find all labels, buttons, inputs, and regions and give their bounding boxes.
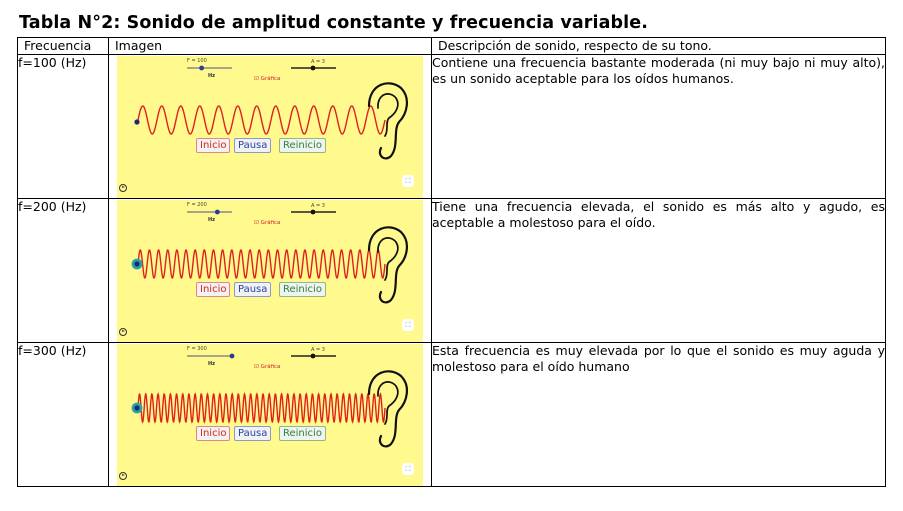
frequency-value: F = 300 — [187, 346, 207, 352]
sound-applet[interactable] — [117, 56, 423, 198]
fullscreen-icon[interactable]: ⛶ — [402, 319, 414, 331]
reinicio-button[interactable]: Reinicio — [279, 426, 326, 441]
frequency-slider-handle[interactable] — [230, 354, 235, 359]
grafica-checkbox[interactable]: ☑ Gráfica — [254, 220, 281, 226]
play-icon[interactable] — [119, 472, 127, 480]
hz-unit: Hz — [208, 361, 216, 367]
table-title: Tabla N°2: Sonido de amplitud constante y frecuencia variable. — [19, 13, 648, 33]
freq-cell: f=200 (Hz) — [18, 199, 109, 343]
image-cell — [109, 343, 432, 487]
amplitude-slider-handle[interactable] — [311, 354, 316, 359]
hz-unit: Hz — [208, 73, 216, 79]
inicio-button[interactable]: Inicio — [196, 282, 230, 297]
frequency-slider-handle[interactable] — [215, 210, 220, 215]
freq-cell: f=100 (Hz) — [18, 55, 109, 199]
ear-inner — [378, 94, 398, 136]
pausa-button[interactable]: Pausa — [234, 282, 271, 297]
reinicio-button[interactable]: Reinicio — [279, 138, 326, 153]
table-row — [18, 55, 886, 199]
sound-applet[interactable] — [117, 344, 423, 486]
fullscreen-icon[interactable]: ⛶ — [402, 463, 414, 475]
description-cell: Tiene una frecuencia elevada, el sonido es más alto y agudo, es aceptable a molestoso para el oído. — [432, 199, 886, 343]
sound-wave — [138, 394, 385, 422]
reinicio-button[interactable]: Reinicio — [279, 282, 326, 297]
description-cell: Contiene una frecuencia bastante moderada (ni muy bajo ni muy alto), es un sonido aceptable para los oídos humanos. — [432, 55, 886, 199]
description-cell: Esta frecuencia es muy elevada por lo que el sonido es muy aguda y molestoso para el oído humano — [432, 343, 886, 487]
pausa-button[interactable]: Pausa — [234, 138, 271, 153]
source-point[interactable] — [134, 119, 139, 124]
pausa-button[interactable]: Pausa — [234, 426, 271, 441]
image-cell — [109, 55, 432, 199]
freq-cell: f=300 (Hz) — [18, 343, 109, 487]
source-point[interactable] — [134, 261, 139, 266]
table-row — [18, 343, 886, 487]
header-row — [18, 38, 886, 55]
amplitude-value: A = 3 — [311, 203, 325, 209]
sound-wave — [138, 106, 385, 134]
source-point[interactable] — [134, 405, 139, 410]
header-frecuencia: Frecuencia — [18, 38, 109, 55]
fullscreen-icon[interactable]: ⛶ — [402, 175, 414, 187]
amplitude-value: A = 3 — [311, 59, 325, 65]
frequency-value: F = 100 — [187, 58, 207, 64]
play-icon[interactable] — [119, 328, 127, 336]
sound-applet[interactable] — [117, 200, 423, 342]
amplitude-slider-handle[interactable] — [311, 66, 316, 71]
play-icon[interactable] — [119, 184, 127, 192]
sound-table — [17, 37, 886, 487]
grafica-checkbox[interactable]: ☑ Gráfica — [254, 364, 281, 370]
inicio-button[interactable]: Inicio — [196, 138, 230, 153]
sound-wave — [138, 250, 385, 278]
image-cell — [109, 199, 432, 343]
header-imagen: Imagen — [109, 38, 432, 55]
frequency-slider-handle[interactable] — [199, 66, 204, 71]
grafica-checkbox[interactable]: ☑ Gráfica — [254, 76, 281, 82]
frequency-value: F = 200 — [187, 202, 207, 208]
table-row — [18, 199, 886, 343]
inicio-button[interactable]: Inicio — [196, 426, 230, 441]
amplitude-slider-handle[interactable] — [311, 210, 316, 215]
hz-unit: Hz — [208, 217, 216, 223]
amplitude-value: A = 3 — [311, 347, 325, 353]
header-descripcion: Descripción de sonido, respecto de su tono. — [432, 38, 886, 55]
